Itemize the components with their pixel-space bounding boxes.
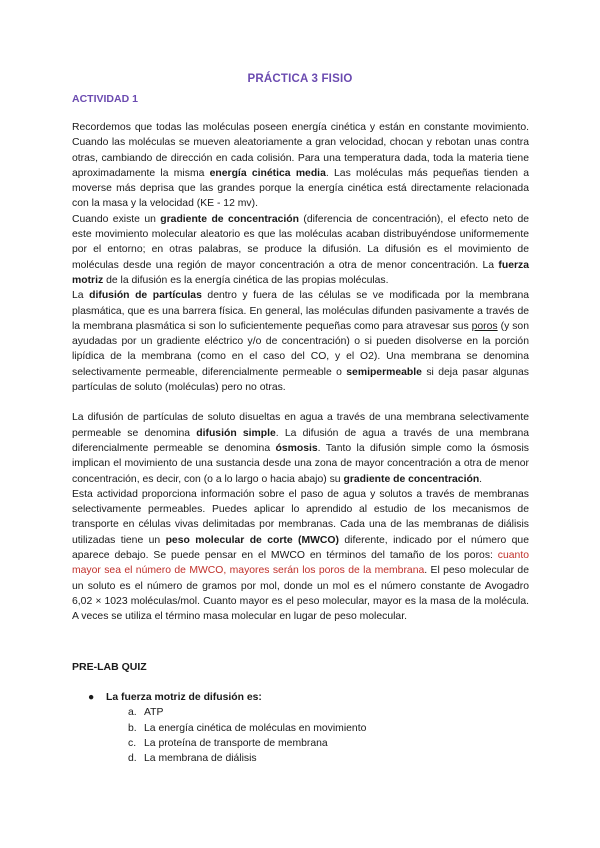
quiz-list	[88, 690, 366, 766]
quiz-option-a: a. ATP	[128, 707, 164, 719]
page-title: PRÁCTICA 3 FISIO	[247, 73, 353, 85]
section-heading: ACTIVIDAD 1	[72, 93, 138, 105]
bullet-icon: ●	[88, 692, 95, 703]
quiz-option-b: b. La energía cinética de moléculas en movimiento	[128, 722, 367, 734]
paragraph-concentration-gradient: Cuando existe un gradiente de concentración (diferencia de concentración), el efecto neto de este movimiento molecular aleatorio es que las moléculas acaban distribuyéndose uniformemente por el entorno; en otras palabras, se produce la difusión. La difusión es el movimiento de moléculas desde una región de mayor concentración a otra de menor concentración. La fuerza motriz de la difusión es la energía cinética de las propias moléculas.	[72, 213, 530, 286]
paragraph-particle-diffusion: La difusión de partículas dentro y fuera de las células se ve modificada por la membrana plasmática, que es una barrera física. En general, las moléculas difunden pasivamente a través de la membrana plasmática si son lo suficientemente pequeñas como para atravesar sus poros (y son ayudadas por un gradiente eléctrico y/o de concentración) o si pueden disolverse en la porción lipídica de la membrana (como en el caso del CO, y el O2). Una membrana se denomina selectivamente permeable, diferencialmente permeable o semipermeable si deja pasar algunas partículas de soluto (moléculas) pero no otras.	[72, 290, 530, 394]
quiz-question: ● La fuerza motriz de difusión es:	[88, 690, 366, 705]
paragraph-mwco: Esta actividad proporciona información sobre el paso de agua y solutos a través de membranas selectivamente permeables. Puedes aplicar lo aprendido al estudio de los mecanismos de transporte en células vivas delimitadas por membranas. Cada una de las membranas de diálisis utilizadas tiene un peso molecular de corte (MWCO) diferente, indicado por el número que aparece debajo. Se puede pensar en el MWCO en términos del tamaño de los poros: cuanto mayor sea el número de MWCO, mayores serán los poros de la membrana. El peso molecular de un soluto es el número de gramos por mol, donde un mol es el número constante de Avogadro 6,02 × 1023 moléculas/mol. Cuanto mayor es el peso molecular, mayor es la masa de la molécula. A veces se utiliza el término masa molecular en lugar de peso molecular.	[72, 488, 529, 623]
quiz-option-c: c. La proteína de transporte de membrana	[128, 737, 328, 749]
paragraph-kinetic-energy: Recordemos que todas las moléculas poseen energía cinética y están en constante movimiento. Cuando las moléculas se mueven aleatoriamente a gran velocidad, chocan y rebotan unas contra otras, cambiando de dirección en cada colisión. Para una temperatura dada, toda la materia tiene aproximadamente la misma energía cinética media. Las moléculas más pequeñas tienden a moverse más deprisa que las grandes porque la energía cinética está directamente relacionada con la masa y la velocidad (KE - 12 mv).	[72, 122, 529, 210]
highlighted-text: cuanto mayor sea el número de MWCO, mayores serán los poros de la membrana	[72, 550, 529, 577]
quiz-heading: PRE-LAB QUIZ	[72, 661, 147, 673]
document-body	[72, 120, 529, 625]
quiz-option-d: d. La membrana de diálisis	[128, 753, 257, 765]
paragraph-simple-diffusion: La difusión de partículas de soluto disueltas en agua a través de una membrana selectivamente permeable se denomina difusión simple. La difusión de agua a través de una membrana diferencialmente permeable se denomina ósmosis. Tanto la difusión simple como la ósmosis implican el movimiento de una sustancia desde una zona de mayor concentración a otra de menor concentración, es decir, con (o a lo largo o hacia abajo) su gradiente de concentración.	[72, 412, 530, 485]
paragraph-spacer	[72, 395, 529, 410]
